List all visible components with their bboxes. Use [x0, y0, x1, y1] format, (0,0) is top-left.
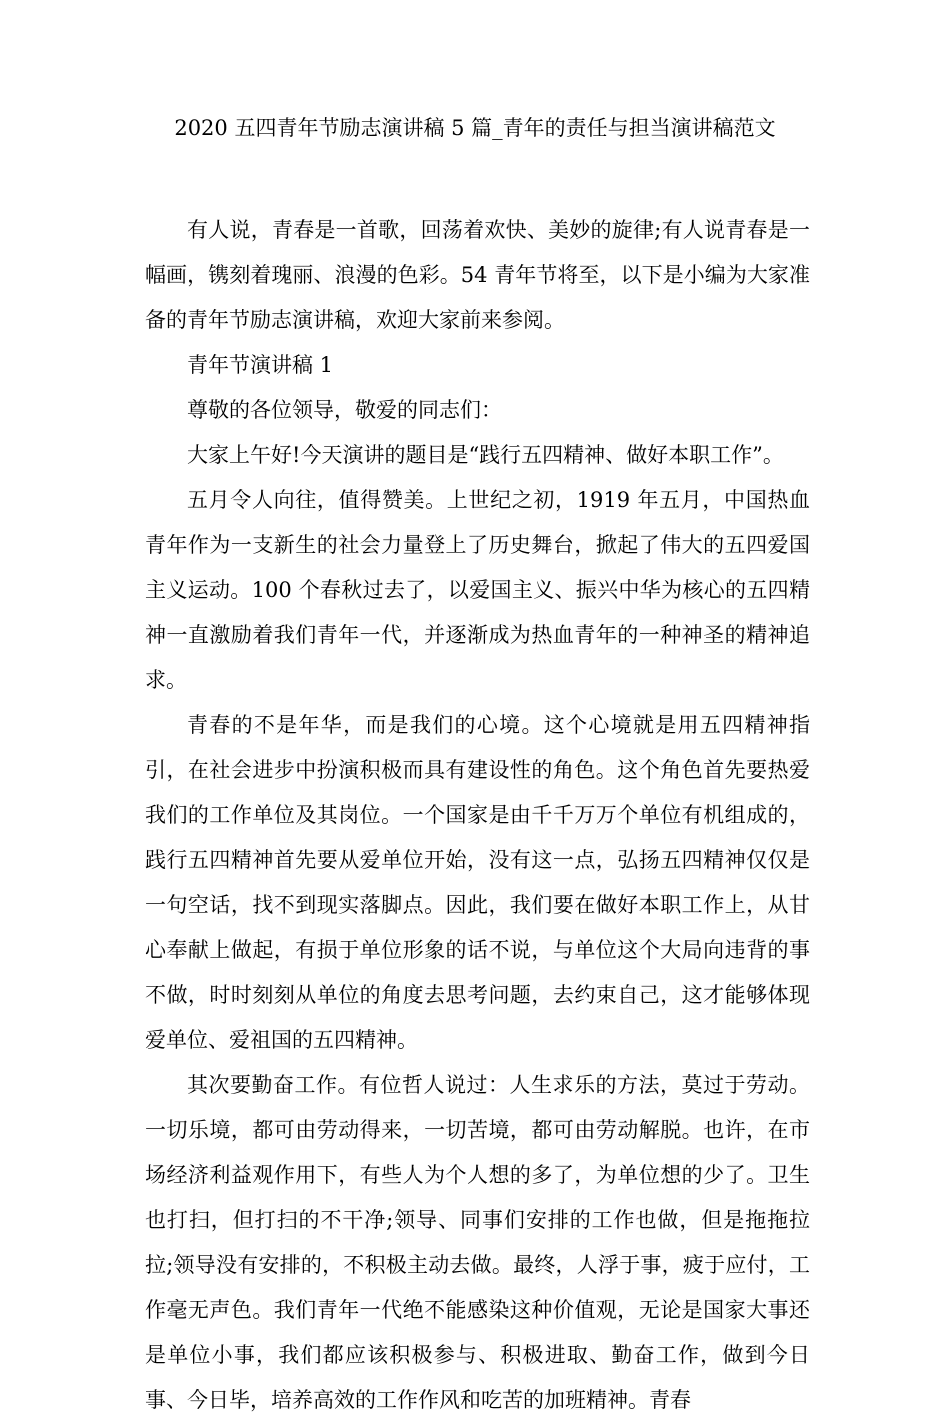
paragraph-greeting: 大家上午好!今天演讲的题目是“践行五四精神、做好本职工作”。	[187, 443, 784, 467]
document-title: 2020 五四青年节励志演讲稿 5 篇_青年的责任与担当演讲稿范文	[174, 116, 776, 140]
paragraph-may-fourth-history: 五月令人向往，值得赞美。上世纪之初，1919 年五月，中国热血青年作为一支新生的社会力量登上了历史舞台，掀起了伟大的五四爱国主义运动。100 个春秋过去了，以爱国主义、振兴中华为核心的五四精神一直激励着我们青年一代，并逐渐成为热血青年的一种神圣的精神追求。	[145, 488, 810, 692]
document-body	[145, 208, 810, 1423]
paragraph-intro: 有人说，青春是一首歌，回荡着欢快、美妙的旋律;有人说青春是一幅画，镌刻着瑰丽、浪漫的色彩。54 青年节将至，以下是小编为大家准备的青年节励志演讲稿，欢迎大家前来参阅。	[145, 218, 810, 332]
paragraph-salutation: 尊敬的各位领导，敬爱的同志们：	[187, 398, 502, 422]
paragraph-speech-heading: 青年节演讲稿 1	[187, 353, 334, 377]
paragraph-work-diligently: 其次要勤奋工作。有位哲人说过：人生求乐的方法，莫过于劳动。一切乐境，都可由劳动得来，一切苦境，都可由劳动解脱。也许，在市场经济利益观作用下，有些人为个人想的多了，为单位想的少了。卫生也打扫，但打扫的不干净;领导、同事们安排的工作也做，但是拖拖拉拉;领导没有安排的，不积极主动去做。最终，人浮于事，疲于应付，工作毫无声色。我们青年一代绝不能感染这种价值观，无论是国家大事还是单位小事，我们都应该积极参与、积极进取、勤奋工作，做到今日事、今日毕，培养高效的工作作风和吃苦的加班精神。青春	[145, 1073, 810, 1412]
paragraph-love-work-unit: 青春的不是年华，而是我们的心境。这个心境就是用五四精神指引，在社会进步中扮演积极而具有建设性的角色。这个角色首先要热爱我们的工作单位及其岗位。一个国家是由千千万万个单位有机组成的，践行五四精神首先要从爱单位开始，没有这一点，弘扬五四精神仅仅是一句空话，找不到现实落脚点。因此，我们要在做好本职工作上，从甘心奉献上做起，有损于单位形象的话不说，与单位这个大局向违背的事不做，时时刻刻从单位的角度去思考问题，去约束自己，这才能够体现爱单位、爱祖国的五四精神。	[145, 713, 810, 1052]
